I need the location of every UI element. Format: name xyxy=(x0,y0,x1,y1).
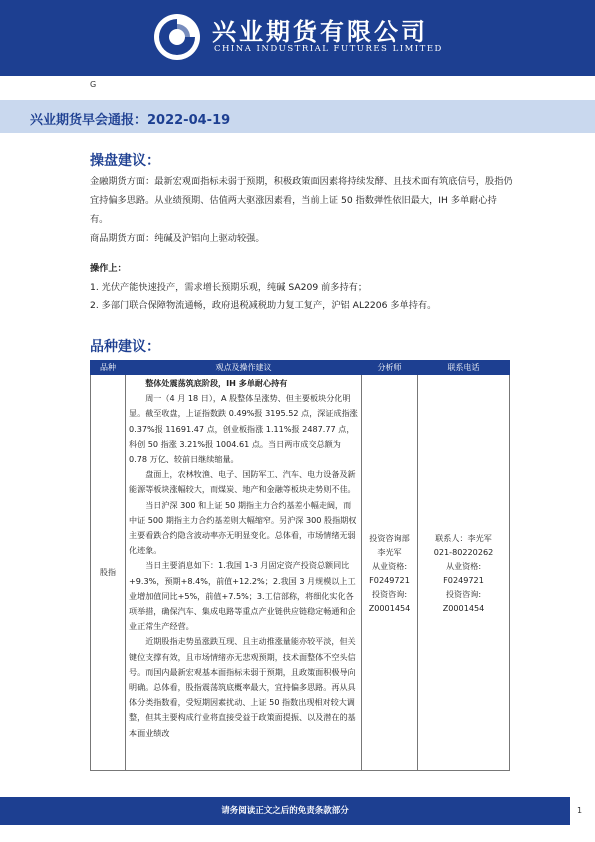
phone-line: 从业资格: xyxy=(445,560,482,571)
phone-line: 联系人：李光军 xyxy=(435,532,492,543)
analyst-line: 李光军 xyxy=(377,546,402,557)
column-header: 观点及操作建议 xyxy=(126,361,362,375)
finance-paragraph: 金融期货方面：最新宏观面指标未弱于预期，积极政策面因素将持续发酵、且技术面有筑底信号，股指仍宜持偏多思路。从业绩预期、估值两大驱涨因素看，当前上证 50 指数弹性依旧最大，IH 多单耐心持有。 xyxy=(90,176,513,225)
variety-advice-table xyxy=(90,360,510,771)
analyst-line: 从业资格: xyxy=(371,560,408,571)
phone-cell xyxy=(418,375,510,771)
company-name-cn: 兴业期货有限公司 xyxy=(212,17,428,46)
phone-line: 投资咨询: xyxy=(445,588,482,599)
analyst-line: Z0001454 xyxy=(368,602,411,613)
disclaimer-notice: 请务阅读正文之后的免责条款部分 xyxy=(221,806,349,816)
report-title-band xyxy=(0,100,595,133)
swirl-logo-icon xyxy=(152,12,202,62)
column-header: 联系电话 xyxy=(418,361,510,375)
page-number: 1 xyxy=(577,806,583,815)
analyst-line: 投资咨询部 xyxy=(369,532,410,543)
phone-line: F0249721 xyxy=(443,574,484,585)
analyst-cell xyxy=(362,375,418,771)
view-paragraph: 当日主要消息如下：1.我国 1-3 月固定资产投资总额同比+9.3%，预期+8.4%，前值+12.2%；2.我国 3 月规模以上工业增加值同比+5%，前值+7.5%；3.工信部称，将细化实化各项举措，确保汽车、集成电路等重点产业链供应链稳定畅通和企业正常生产经营。 xyxy=(129,560,356,632)
view-paragraph: 当日沪深 300 和上证 50 期指主力合约基差小幅走阔，而中证 500 期指主力合约基差则大幅缩窄。另沪深 300 股指期权主要看跌合约隐含波动率亦无明显变化。总体看，市场情绪无弱化迹象。 xyxy=(129,499,357,556)
commodity-paragraph: 商品期货方面：纯碱及沪铝向上驱动较强。 xyxy=(90,233,265,244)
view-paragraph: 周一（4 月 18 日），A 股整体呈涨势、但主要板块分化明显。截至收盘，上证指数跌 0.49%报 3195.52 点，深证成指涨 0.37%报 11691.47 点，创业板指涨 1.11%报 2487.77 点，科创 50 指涨 3.21%报 1004.61 点。当日两市成交总额为 0.78 万亿、较前日继续缩量。 xyxy=(129,393,358,465)
category-cell: 股指 xyxy=(91,375,126,771)
header-banner xyxy=(0,0,595,76)
analyst-line: F0249721 xyxy=(369,574,410,585)
trading-advice-heading: 操盘建议： xyxy=(90,153,160,169)
view-paragraph: 近期股指走势虽涨跌互现、且主动推涨量能亦较平淡，但关键位支撑有效，且市场情绪亦无悲观预期，技术面整体不空头信号。而国内最新宏观基本面指标未弱于预期，且政策面积极导向明确。总体看，股指震荡筑底概率最大，宜持偏多思路。再从具体分类指数看，受短期因素扰动、上证 50 指数出现相对较大调整，但其主要构成行业将直接受益于政策面提振、以及潜在的基本面业绩改 xyxy=(129,636,356,738)
operation-item-2: 2. 多部门联合保障物流通畅，政府退税减税助力复工复产，沪铝 AL2206 多单持有。 xyxy=(90,300,437,311)
company-name-en: CHINA INDUSTRIAL FUTURES LIMITED xyxy=(214,44,443,54)
header-marker: G xyxy=(90,80,97,89)
table-header-row xyxy=(91,361,510,375)
variety-advice-heading: 品种建议： xyxy=(90,339,160,355)
view-summary: 整体处震荡筑底阶段，IH 多单耐心持有 xyxy=(145,378,288,388)
report-title: 兴业期货早会通报：2022-04-19 xyxy=(30,113,231,128)
column-header: 分析师 xyxy=(362,361,418,375)
analyst-line: 投资咨询: xyxy=(371,588,408,599)
footer-banner xyxy=(0,797,570,825)
column-header: 品种 xyxy=(91,361,126,375)
view-cell xyxy=(126,375,362,771)
view-paragraph: 盘面上，农林牧渔、电子、国防军工、汽车、电力设备及新能源等板块涨幅较大，而煤炭、地产和金融等板块走势则不佳。 xyxy=(129,469,356,495)
table-row xyxy=(91,375,510,771)
phone-line: 021-80220262 xyxy=(433,546,494,557)
phone-line: Z0001454 xyxy=(442,602,485,613)
operations-heading: 操作上： xyxy=(90,263,127,274)
operation-item-1: 1. 光伏产能快速投产，需求增长预期乐观，纯碱 SA209 前多持有； xyxy=(90,282,368,293)
